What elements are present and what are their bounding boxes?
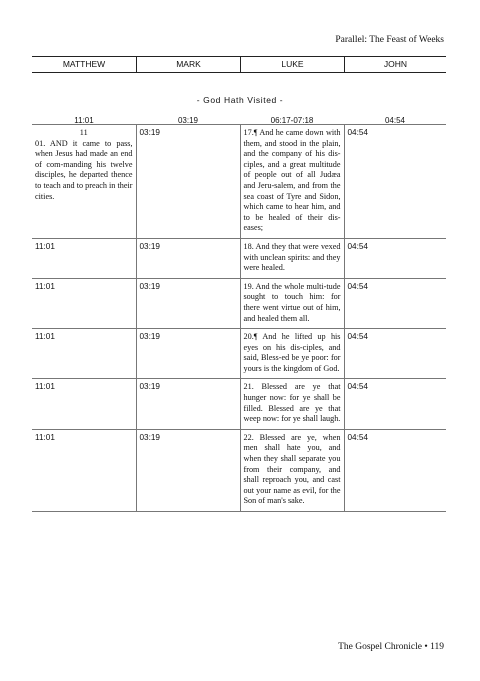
luke-cell: 17.¶ And he came down with them, and stood in the plain, and the company of his dis-ciples, and a great multitude of people out of all Judæa and Jeru-salem, and from the sea coast of Tyre and Sidon, which came to hear him, and to be healed of their dis-eases;	[240, 125, 344, 239]
mark-cell: 03:19	[136, 429, 240, 511]
table-row	[32, 278, 446, 328]
chapter-number: 11	[79, 128, 88, 137]
john-cell: 04:54	[344, 379, 446, 429]
table-row	[32, 125, 446, 239]
mark-cell: 03:19	[136, 278, 240, 328]
footer-separator: •	[424, 642, 428, 652]
gospel-header-luke: LUKE	[240, 57, 344, 72]
john-cell: 04:54	[344, 238, 446, 278]
section-ref-luke: 06:17-07:18	[270, 116, 314, 125]
mark-cell: 03:19	[136, 329, 240, 379]
mark-cell: 03:19	[136, 379, 240, 429]
running-head: Parallel: The Feast of Weeks	[335, 35, 444, 45]
gospel-header-matthew: MATTHEW	[62, 59, 106, 69]
book-title: The Gospel Chronicle	[338, 642, 423, 652]
matthew-cell	[32, 125, 136, 239]
section-ref-mark: 03:19	[177, 116, 199, 125]
john-cell: 04:54	[344, 278, 446, 328]
table-row	[32, 429, 446, 511]
mark-cell: 03:19	[136, 238, 240, 278]
luke-cell: 20.¶ And he lifted up his eyes on his dis-ciples, and said, Bless-ed be ye poor: for yours is the kingdom of God.	[240, 329, 344, 379]
table-row	[32, 379, 446, 429]
luke-cell: 22. Blessed are ye, when men shall hate you, and when they shall separate you from their company, and shall reproach you, and cast out your name as evil, for the Son of man's sake.	[240, 429, 344, 511]
john-cell: 04:54	[344, 125, 446, 239]
gospel-header-john: JOHN	[344, 57, 446, 72]
gospel-column-headers	[32, 56, 446, 73]
matthew-cell: 11:01	[32, 278, 136, 328]
luke-cell: 19. And the whole multi-tude sought to touch him: for there went virtue out of him, and healed them all.	[240, 278, 344, 328]
luke-cell: 21. Blessed are ye that hunger now: for ye shall be filled. Blessed are ye that weep now: for ye shall laugh.	[240, 379, 344, 429]
table-row	[32, 329, 446, 379]
gospel-header-mark: MARK	[136, 57, 240, 72]
matthew-cell: 11:01	[32, 379, 136, 429]
table-row	[32, 238, 446, 278]
parallel-table	[32, 124, 446, 512]
matthew-cell: 11:01	[32, 429, 136, 511]
matthew-cell: 11:01	[32, 329, 136, 379]
page-number: 119	[430, 642, 444, 652]
section-ref-john: 04:54	[384, 116, 406, 125]
luke-cell: 18. And they that were vexed with unclean spirits: and they were healed.	[240, 238, 344, 278]
john-cell: 04:54	[344, 329, 446, 379]
section-title: - God Hath Visited -	[196, 95, 284, 105]
verse-text: 01. AND it came to pass, when Jesus had made an end of com-manding his twelve disciples, he departed thence to teach and to preach in their cities.	[35, 138, 133, 201]
page-footer	[338, 642, 444, 652]
section-ref-matthew: 11:01	[74, 116, 94, 125]
matthew-cell: 11:01	[32, 238, 136, 278]
mark-cell: 03:19	[136, 125, 240, 239]
john-cell: 04:54	[344, 429, 446, 511]
